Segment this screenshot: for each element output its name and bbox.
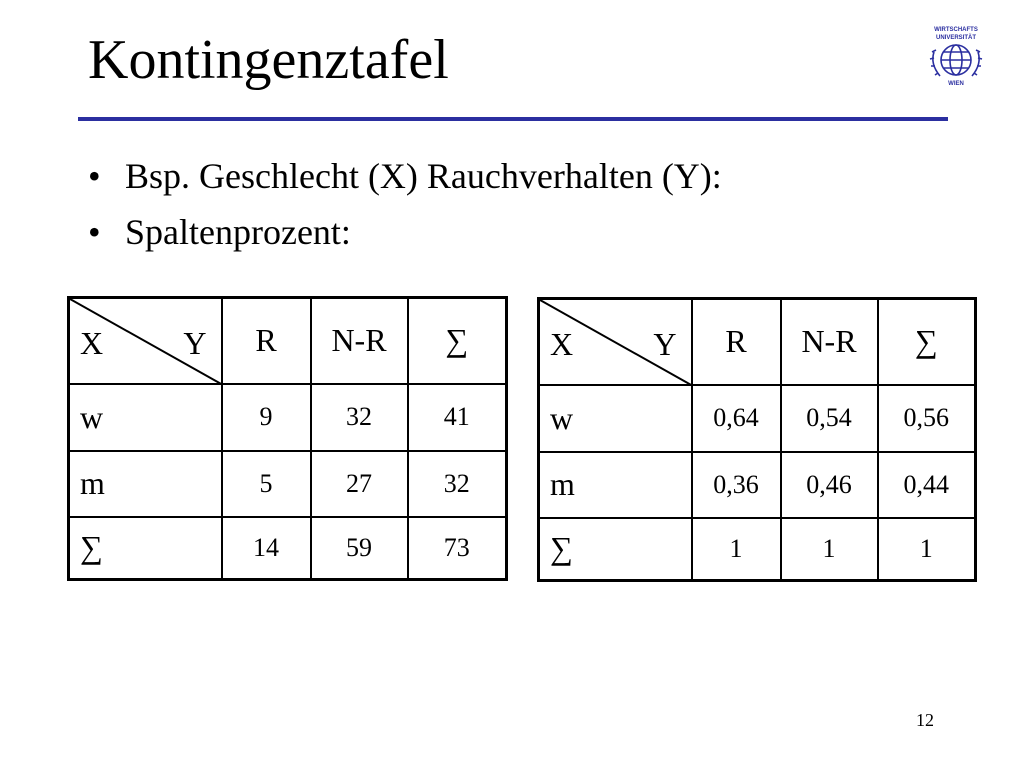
- corner-x-label: X: [550, 326, 574, 362]
- table-cell: 32: [408, 451, 507, 517]
- column-header: N-R: [311, 298, 408, 384]
- bullet-item: [88, 212, 722, 253]
- table-row: [69, 517, 507, 580]
- table-cell: 0,56: [878, 385, 976, 452]
- column-header: R: [692, 299, 781, 385]
- row-label: m: [539, 452, 692, 518]
- table-cell: 27: [311, 451, 408, 517]
- bullet-marker: •: [88, 212, 101, 253]
- row-label-sum: ∑: [69, 517, 222, 580]
- bullet-text: Bsp. Geschlecht (X) Rauchverhalten (Y):: [125, 156, 722, 196]
- table-cell: 9: [222, 384, 311, 451]
- contingency-table-percent: [537, 297, 977, 582]
- corner-y-label: Y: [183, 325, 207, 361]
- row-label: w: [539, 385, 692, 452]
- table-cell: 0,64: [692, 385, 781, 452]
- table-cell: 0,54: [781, 385, 878, 452]
- university-logo: [920, 22, 992, 88]
- svg-text:WIEN: WIEN: [948, 81, 964, 87]
- table-cell: 73: [408, 517, 507, 580]
- bullet-item: [88, 156, 722, 197]
- corner-x-label: X: [80, 325, 104, 361]
- column-header-sum: ∑: [408, 298, 507, 384]
- table-corner-cell: [69, 298, 222, 384]
- bullet-marker: •: [88, 156, 101, 196]
- table-cell: 41: [408, 384, 507, 451]
- table-cell: 0,44: [878, 452, 976, 518]
- table-cell: 0,46: [781, 452, 878, 518]
- table-row: [69, 384, 507, 451]
- table-row: [539, 385, 976, 452]
- row-label: w: [69, 384, 222, 451]
- table-row: [539, 452, 976, 518]
- page-number: 12: [916, 710, 934, 730]
- bullet-text: Spaltenprozent:: [125, 212, 351, 253]
- table-cell: 32: [311, 384, 408, 451]
- table-cell: 1: [781, 518, 878, 581]
- contingency-table-absolute: [67, 296, 508, 581]
- table-cell: 0,36: [692, 452, 781, 518]
- column-header: N-R: [781, 299, 878, 385]
- table-cell: 1: [878, 518, 976, 581]
- title-divider: [78, 117, 948, 121]
- svg-text:WIRTSCHAFTS: WIRTSCHAFTS: [934, 27, 978, 33]
- slide-title: Kontingenztafel: [88, 29, 449, 91]
- column-header-sum: ∑: [878, 299, 976, 385]
- corner-y-label: Y: [653, 326, 677, 362]
- row-label: m: [69, 451, 222, 517]
- table-cell: 59: [311, 517, 408, 580]
- table-row: [69, 451, 507, 517]
- table-cell: 1: [692, 518, 781, 581]
- table-row: [539, 518, 976, 581]
- bullet-list: [88, 156, 722, 269]
- table-cell: 5: [222, 451, 311, 517]
- table-cell: 14: [222, 517, 311, 580]
- column-header: R: [222, 298, 311, 384]
- table-corner-cell: [539, 299, 692, 385]
- row-label-sum: ∑: [539, 518, 692, 581]
- svg-text:UNIVERSITÄT: UNIVERSITÄT: [935, 35, 977, 41]
